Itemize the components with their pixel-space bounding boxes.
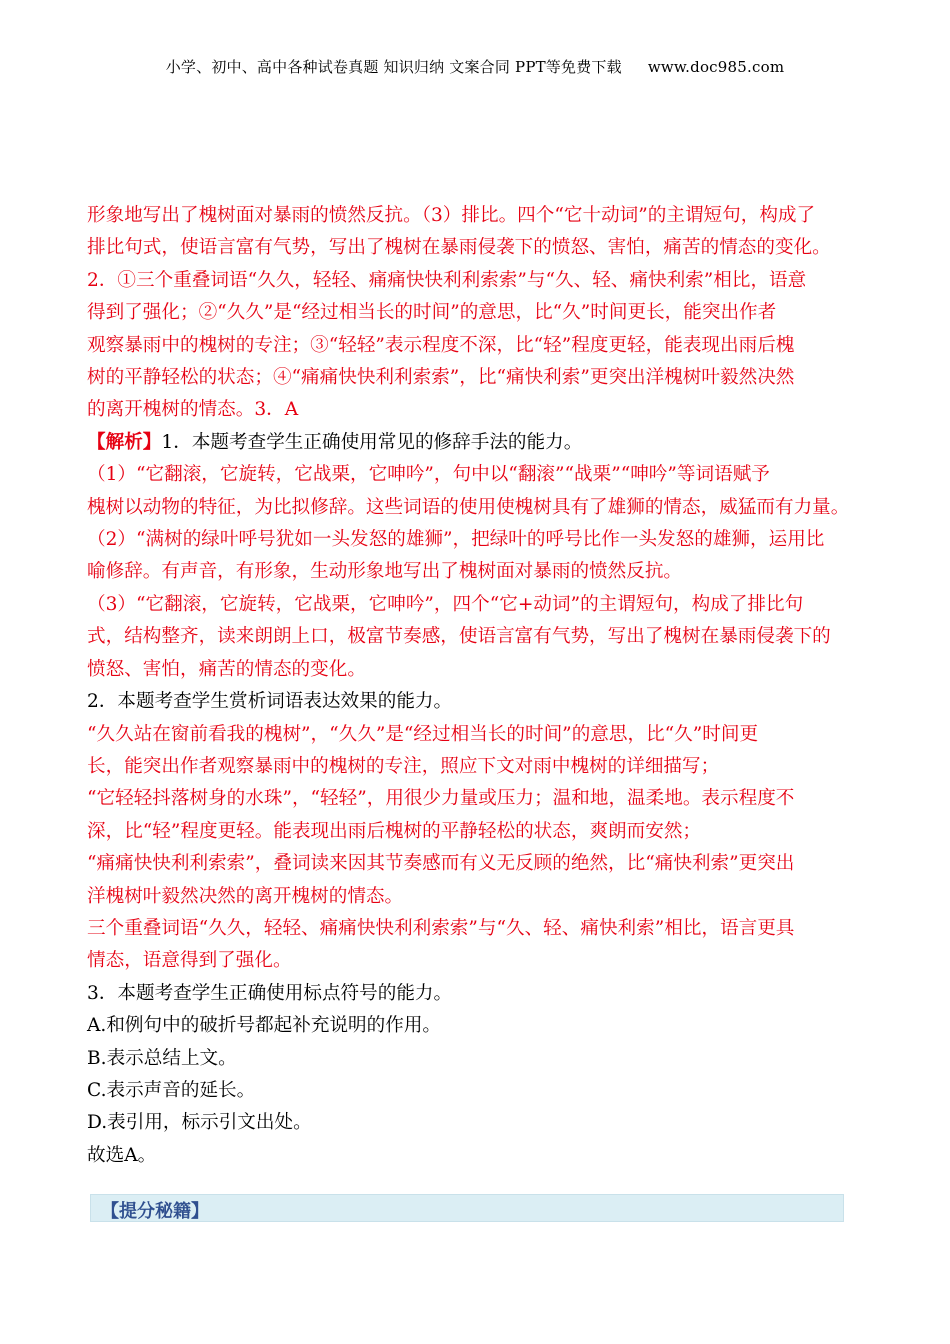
final-answer: 故选A。 [87,1144,157,1166]
page-header [0,56,950,77]
analysis-line: 深，比“轻”程度更轻。能表现出雨后槐树的平静轻松的状态，爽朗而安然； [87,820,702,842]
document-body [87,200,867,1172]
question-3-heading: 3．本题考查学生正确使用标点符号的能力。 [87,982,453,1004]
analysis-tag: 【解析】 [87,431,162,453]
question-2-heading: 2．本题考查学生赏析词语表达效果的能力。 [87,691,453,713]
analysis-line: 洋槐树叶毅然决然的离开槐树的情态。 [87,885,404,907]
header-text: 小学、初中、高中各种试卷真题 知识归纳 文案合同 PPT等免费下载 [165,58,622,76]
analysis-line: 喻修辞。有声音，有形象，生动形象地写出了槐树面对暴雨的愤然反抗。 [87,561,683,583]
answer-line: 形象地写出了槐树面对暴雨的愤然反抗。（3）排比。四个“它十动词”的主谓短句，构成了 [87,205,816,226]
option-c: C.表示声音的延长。 [87,1079,256,1101]
section-bar [90,1194,844,1222]
analysis-line: （2）“满树的绿叶呼号犹如一头发怒的雄狮”，把绿叶的呼号比作一头发怒的雄狮，运用比 [87,529,825,551]
option-d: D.表引用，标示引文出处。 [87,1112,312,1134]
analysis-line: “痛痛快快利利索索”，叠词读来因其节奏感而有义无反顾的绝然，比“痛快利索”更突出 [87,853,795,875]
analysis-line: “它轻轻抖落树身的水珠”，“轻轻”，用很少力量或压力；温和地，温柔地。表示程度不 [87,788,795,810]
section-title: 【提分秘籍】 [101,1201,209,1222]
answer-line: 2．①三个重叠词语“久久，轻轻、痛痛快快利利索索”与“久、轻、痛快利索”相比，语意 [87,269,807,291]
answer-line: 观察暴雨中的槐树的专注；③“轻轻”表示程度不深，比“轻”程度更轻，能表现出雨后槐 [87,334,795,356]
analysis-line: 长，能突出作者观察暴雨中的槐树的专注，照应下文对雨中槐树的详细描写； [87,755,720,777]
analysis-heading [87,427,867,459]
answer-line: 得到了强化；②“久久”是“经过相当长的时间”的意思，比“久”时间更长，能突出作者 [87,302,777,324]
analysis-line: 槐树以动物的特征，为比拟修辞。这些词语的使用使槐树具有了雄狮的情态，威猛而有力量。 [87,496,850,518]
analysis-first: 1．本题考查学生正确使用常见的修辞手法的能力。 [161,431,583,453]
analysis-line: （3）“它翻滚，它旋转，它战栗，它呻吟”，四个“它+动词”的主谓短句，构成了排比句 [87,593,804,615]
answer-line: 的离开槐树的情态。3．A [87,399,299,421]
answer-line: 排比句式，使语言富有气势，写出了槐树在暴雨侵袭下的愤怒、害怕，痛苦的情态的变化。 [87,237,831,259]
analysis-line: （1）“它翻滚，它旋转，它战栗，它呻吟”，句中以“翻滚”“战栗”“呻吟”等词语赋予 [87,464,770,486]
header-url[interactable]: www.doc985.com [647,58,785,76]
analysis-line: “久久站在窗前看我的槐树”，“久久”是“经过相当长的时间”的意思，比“久”时间更 [87,723,759,745]
option-a: A.和例句中的破折号都起补充说明的作用。 [87,1015,442,1037]
analysis-line: 情态，语意得到了强化。 [87,950,292,972]
option-b: B.表示总结上文。 [87,1047,237,1069]
analysis-line: 三个重叠词语“久久，轻轻、痛痛快快利利索索”与“久、轻、痛快利索”相比，语言更具 [87,917,795,939]
answer-line: 树的平静轻松的状态；④“痛痛快快利利索索”，比“痛快利索”更突出洋槐树叶毅然决然 [87,367,795,389]
analysis-line: 愤怒、害怕，痛苦的情态的变化。 [87,658,366,680]
analysis-line: 式，结构整齐，读来朗朗上口，极富节奏感，使语言富有气势，写出了槐树在暴雨侵袭下的 [87,626,831,648]
